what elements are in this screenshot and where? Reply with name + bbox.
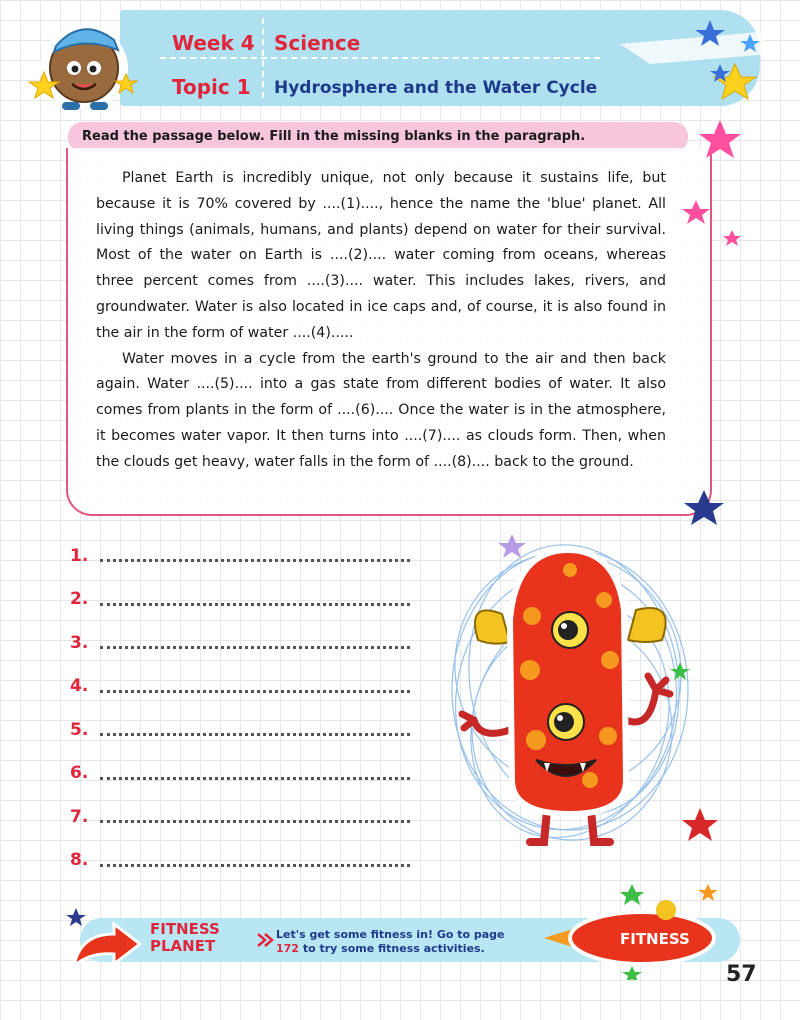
star-icon [682,808,718,841]
subject-label: Science [274,31,361,55]
arrow-icon [60,904,150,974]
passage-paragraph-1: Planet Earth is incredibly unique, not only because it sustains life, but because it is 70% covered by ....(1)...., hence the name the 'blue' planet. All living things (animals, humans, and plants) depend on water for their survival. Most of the water on Earth is ....(2).... water coming from oceans, whereas three percent comes from ....(3).... water. This includes lakes, rivers, and groundwater. Water is also located in ice caps and, of course, it is also found in the air in the form of water ....(4)..... [96,170,666,341]
answer-line-6[interactable] [100,775,410,780]
topic-label: Topic 1 [172,75,251,99]
fitness-message-line1: Let's get some fitness in! Go to page [276,928,505,941]
fitness-planet-title [150,921,220,955]
star-icon [684,490,724,525]
decorative-stars [680,118,760,538]
answer-line-7[interactable] [100,818,410,823]
answer-row [70,752,410,796]
answer-number: 1. [70,545,89,566]
answer-row [70,621,410,665]
answer-line-3[interactable] [100,644,410,649]
fitness-message [276,928,505,956]
answer-number: 7. [70,806,89,827]
answer-number: 8. [70,850,89,871]
answer-row [70,665,410,709]
star-icon [682,200,710,224]
passage-paragraph-2: Water moves in a cycle from the earth's ground to the air and then back again. Water ....(5).... into a gas state from different bodies of water. It also comes from plants in the form of ....(6).... Once the water is in the atmosphere, it becomes water vapor. It then turns into ....(7).... as clouds form. Then, when the clouds get heavy, water falls in the form of ....(8).... back to the ground. [96,350,666,470]
answer-row [70,795,410,839]
answer-number: 2. [70,589,89,610]
answer-number: 4. [70,676,89,697]
star-icon [723,230,741,246]
mascot-illustration [22,10,142,118]
answer-number: 3. [70,632,89,653]
horn-right [628,608,666,642]
answer-number: 6. [70,763,89,784]
answer-list [70,534,410,882]
fitness-planet-line2: PLANET [150,937,216,955]
horn-left [475,610,510,643]
arm-left [462,714,510,733]
answer-number: 5. [70,719,89,740]
star-icon [498,534,526,558]
header-divider [160,57,600,59]
topic-title: Hydrosphere and the Water Cycle [274,78,598,98]
decorative-stars-lower [660,660,740,860]
answer-line-5[interactable] [100,731,410,736]
fitness-message-line2: to try some fitness activities. [302,942,485,955]
header-divider-vertical [262,18,264,98]
answer-line-1[interactable] [100,557,410,562]
answer-row [70,534,410,578]
answer-line-8[interactable] [100,862,410,867]
star-icon [620,884,644,905]
instruction-strip: Read the passage below. Fill in the missing blanks in the paragraph. [68,122,688,152]
answer-line-2[interactable] [100,601,410,606]
star-icon [622,966,642,980]
page-number: 57 [726,962,757,987]
star-icon [670,662,690,680]
star-icon [699,120,741,158]
week-label: Week 4 [172,31,255,55]
passage-text [96,166,666,476]
fitness-page-link[interactable]: 172 [276,942,299,955]
rocket-label: FITNESS [620,930,690,948]
answer-row [70,708,410,752]
answer-line-4[interactable] [100,688,410,693]
fitness-planet-line1: FITNESS [150,920,220,938]
double-chevron-icon [256,930,274,950]
answer-row [70,839,410,883]
star-icon [698,884,718,901]
answer-row [70,578,410,622]
